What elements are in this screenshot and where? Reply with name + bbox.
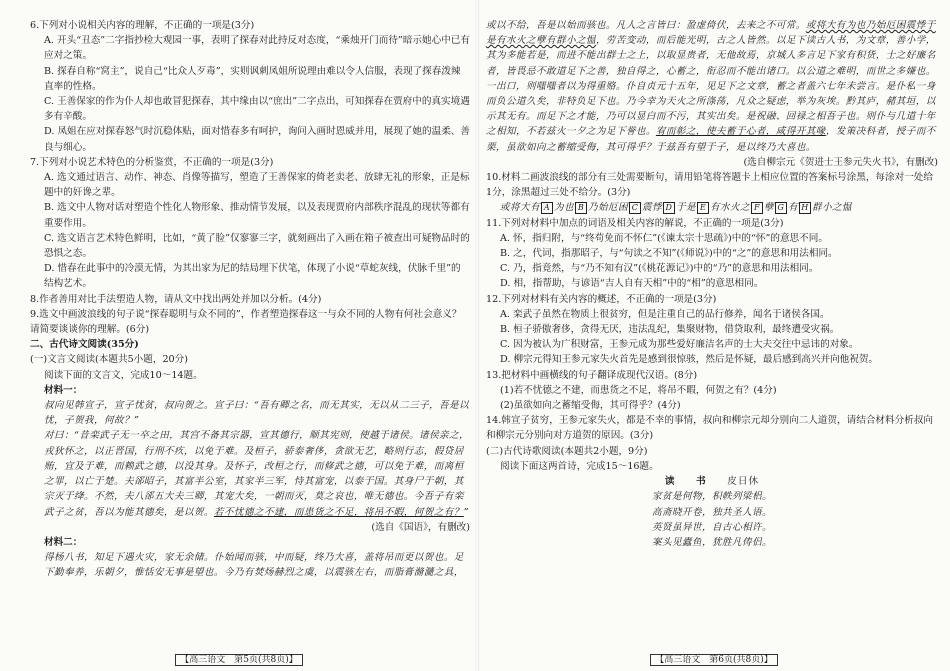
page-number-left: 【高三语文 第5页(共8页)】	[175, 654, 302, 666]
poem-line-3: 英贤虽异世，自古心相许。	[652, 521, 772, 533]
answer-box-b[interactable]: B	[575, 202, 587, 214]
answer-box-d[interactable]: D	[663, 202, 675, 214]
q11-option-d: D. 相，指帮助，与谚语“吉人自有天相”中的“相”的意思相同。	[500, 278, 764, 290]
seg-1: 或将大有	[500, 202, 540, 214]
question-10: 10.材料二画波浪线的部分有三处需要断句，请用铅笔将答题卡上相应位置的答案标号涂黑，每涂对一处给1分，涂黑超过三处不给分。(3分)	[486, 172, 933, 199]
q12-option-b: B. 桓子骄傲奢侈，贪得无厌，违法乱纪，集聚财物，借贷取利，最终遭受灾祸。	[500, 324, 840, 336]
source-1: (选自《国语》，有删改)	[371, 521, 470, 533]
page-number-right: 【高三语文 第6页(共8页)】	[650, 654, 777, 666]
answer-box-a[interactable]: A	[541, 202, 553, 214]
q6-option-a: A. 开头“丑态”二字指抄检大观园一事，表明了探春对此持反对态度，“乘烛开门而待”暗示她心中已有应对之策。	[44, 35, 470, 62]
underlined-sentence-2a: 宥而彰之，使夫蓄于心者，咸得开其喙	[655, 126, 826, 138]
poem-author: 皮日休	[727, 476, 760, 488]
material-2-continued	[486, 18, 938, 155]
poem-line-4: 案头见蠹鱼，犹胜凡俦侣。	[652, 536, 772, 548]
q11-option-a: A. 怀，指归附，与“终苟免而不怀仁”(《谏太宗十思疏》)中的“怀”的意思不同。	[500, 232, 828, 244]
material-2-text-a: 或以不给，吾是以始而骇也。凡人之言皆曰：盈虚倚伏，去来之不可常。	[486, 20, 806, 31]
question-9: 9.选文中画波浪线的句子说“探春聪明与众不同的”，作者塑造探春这一与众不同的人物有何社会意义？请简要谈谈你的理解。(6分)	[30, 308, 462, 336]
poem-title: 读 书	[664, 476, 712, 488]
material-2-para-1: 得杨八书，知足下遇火灾，家无余储。仆始闻而骇，中而疑，终乃大喜，盖将吊而更以贺也。足下勤奉养，乐朝夕，惟恬安无事是望也。今乃有焚炀赫烈之虞，以震骇左右，而脂膏滫瀡之具，	[44, 552, 464, 579]
q13-part-2: (2)虽欲如向之蓄缩受侮，其可得乎？(4分)	[500, 400, 681, 412]
page-footer-left	[0, 652, 478, 665]
material-1-para-2-end: ”	[463, 506, 470, 518]
q6-option-c: C. 王善保家的作为仆人却也敢冒犯探春，其中缘由以“庶出”二字点出，可知探春在贾府中的真实境遇多有辛酸。	[44, 96, 470, 123]
seg-9: 群小之愠	[811, 202, 852, 214]
question-12: 12.下列对材料有关内容的概述，不正确的一项是(3分)	[486, 293, 717, 305]
seg-7: 孽	[763, 202, 774, 214]
q6-option-d: D. 凤姐在应对探春怒气时沉稳体贴，面对惜春多有呵护，询问入画时恩威并用，展现了她的温柔、善良与细心。	[44, 126, 470, 153]
seg-2: 为也	[553, 202, 574, 214]
underlined-sentence-1: 若不忧德之不建，而患货之不足，将吊不暇，何贺之有？	[213, 506, 464, 518]
reading-instruction: 阅读下面的文言文，完成10～14题。	[44, 369, 203, 381]
question-11: 11.下列对材料中加点的词语及相关内容的解说，不正确的一项是(3分)	[486, 217, 784, 229]
q12-option-a: A. 栾武子虽然在物质上很贫穷，但是注重自己的品行修养，闻名于诸侯各国。	[500, 308, 830, 320]
answer-box-f[interactable]: F	[751, 202, 763, 214]
question-6: 6.下列对小说相关内容的理解，不正确的一项是(3分)	[30, 20, 255, 31]
q7-option-b: B. 选文中人物对话对塑造个性化人物形象、推动情节发展，以及表现贾府内部秩序混乱的现状等都有重要作用。	[44, 202, 470, 229]
material-2-text-b: ，劳苦变动，而后能光明，古之人皆然。以足下读古人书，为文章，善小学，其为多能若是，而进不能出群士之上，以取显贵者，无他故焉，京城人多言足下家有积货，士之好廉名者，皆畏忌不敢道足下之善，独自得之，心蓄之，衔忍而不能出诸口。以公道之难明，而世之多嫌也。一出口，则嗤嗤者以为得重赂。仆自贞元十五年，见足下之文章，蓄之者盖六七年未尝言。是仆私一身而负公道久矣，非特负足下也。乃今幸为天火之所涤荡，凡众之疑虑，举为灰埃。黔其庐，赭其垣，以示其无有。而足下之才能，乃可以显白而不污，其实出矣。是祝融、回禄之相吾子也。则仆与几道十年之相知，不若兹火一夕之为足下誉也。	[486, 35, 936, 138]
left-column	[30, 18, 470, 581]
poem-line-2: 高斋晓开卷，独共圣人语。	[652, 506, 772, 518]
poem-instruction: 阅读下面这两首诗，完成15～16题。	[500, 460, 659, 472]
q7-option-d: D. 惜春在此事中的冷漠无情，为其出家为尼的结局埋下伏笔，体现了小说“草蛇灰线，伏脉千里”的结构艺术。	[44, 263, 461, 290]
material-2-text-d: 于兹吾有望于子，是以终乃大喜也。	[655, 141, 816, 153]
right-column	[486, 18, 938, 550]
seg-6: 有水火之	[709, 202, 750, 214]
q12-option-c: C. 因为被认为广积财富，王参元成为那些爱好廉洁名声的士大夫交往中忌讳的对象。	[500, 339, 859, 351]
q7-option-c: C. 选文语言艺术特色鲜明，比如，“黄了脸”仅寥寥三字，就刻画出了入画在箱子被查出可疑物品时的恐惧之态。	[44, 232, 470, 260]
right-page	[478, 0, 950, 671]
q7-option-a: A. 选文通过语言、动作、神态、肖像等描写，塑造了王善保家的倚老卖老、放肆无礼的形象，正是标题中的奸谗之辈。	[44, 172, 470, 199]
source-2: (选自柳宗元《贺进士王参元失火书》，有删改)	[743, 156, 938, 168]
material-1-label: 材料一：	[44, 384, 83, 396]
q6-option-b: B. 探春自称“窝主”，说自己“比众人歹毒”，实则讽刺凤姐所说理由难以令人信服，表现了探春泼辣直率的性格。	[44, 65, 461, 92]
question-8: 8.作者善用对比手法塑造人物，请从文中找出两处并加以分析。(4分)	[30, 293, 322, 305]
subsection-heading: (一)文言文阅读(本题共5小题，20分)	[30, 354, 189, 366]
question-7: 7.下列对小说艺术特色的分析鉴赏，不正确的一项是(3分)	[30, 156, 274, 168]
question-14: 14.韩宣子贫穷，王参元家失火，都是不幸的事情，叔向和柳宗元却分别向二人道贺，请结合材料分析叔向和柳宗元分别向对方道贺的原因。(3分)	[486, 415, 933, 442]
material-1-para-2-text: 对曰：“昔栾武子无一卒之田，其宫不备其宗器，宣其德行，顺其宪则，使越于诸侯。诸侯亲之，戎狄怀之，以正晋国，行刑不疚，以免于难。及桓子，骄泰奢侈，贪欲无艺，略则行志，假贷居贿，宜及于难，而赖武之德，以没其身。及怀子，改桓之行，而修武之德，可以免于难，而离桓之罪，以亡于楚。夫郤昭子，其富半公室，其家半三军，恃其富宠，以泰于国。其身尸于朝，其宗灭于绛。不然，夫八郤五大夫三卿，其宠大矣，一朝而灭，莫之哀也，唯无德也。今吾子有栾武子之贫，吾以为能其德矣，是以贺。	[44, 430, 470, 518]
poem-title-line	[486, 474, 938, 489]
answer-box-e[interactable]: E	[697, 202, 709, 214]
section-2-heading: 二、古代诗文阅读(35分)	[30, 339, 139, 351]
page-footer-right	[478, 652, 950, 665]
question-13: 13.把材料中画横线的句子翻译成现代汉语。(8分)	[486, 369, 698, 381]
seg-5: 于是	[675, 202, 696, 214]
material-1-para-2	[30, 428, 470, 519]
answer-box-c[interactable]: C	[629, 202, 641, 214]
poem-line-1: 家贫是何物，积帙列梁梠。	[652, 491, 772, 503]
wavy-line-sentence: 或将大有为也乃始厄困震悸于是有水火之孽有群小之愠	[486, 20, 936, 47]
q11-option-b: B. 之，代词，指那昭子，与“句读之不知”(《师说》)中的“之”的意思和用法相同。	[500, 248, 838, 260]
seg-3: 乃始厄困	[587, 202, 628, 214]
material-1-para-1: 叔向见韩宣子，宣子忧贫，叔向贺之。宣子曰：“吾有卿之名，而无其实，无以从二三子，吾是以忧，子贺我，何故？”	[44, 400, 470, 427]
q12-option-d: D. 柳宗元得知王参元家失火首先是感到很惊骇，然后是怀疑，最后感到高兴并向他祝贺。	[500, 354, 879, 366]
q10-segmented-sentence	[486, 200, 938, 215]
section-3-heading: (二)古代诗歌阅读(本题共2小题，9分)	[486, 445, 648, 457]
answer-box-h[interactable]: H	[799, 202, 811, 214]
q13-part-1: (1)若不忧德之不建，而患货之不足，将吊不暇，何贺之有？(4分)	[500, 384, 777, 396]
seg-8: 有	[787, 202, 798, 214]
material-2-text-c: ，发策决科者，授子而不栗，虽欲如向之蓄缩受侮，其可得乎？	[486, 126, 936, 153]
answer-box-g[interactable]: G	[775, 202, 787, 214]
material-2-label: 材料二：	[44, 536, 83, 548]
q11-option-c: C. 乃，指竟然，与“乃不知有汉”(《桃花源记》)中的“乃”的意思和用法相同。	[500, 263, 819, 275]
seg-4: 震悸	[641, 202, 662, 214]
